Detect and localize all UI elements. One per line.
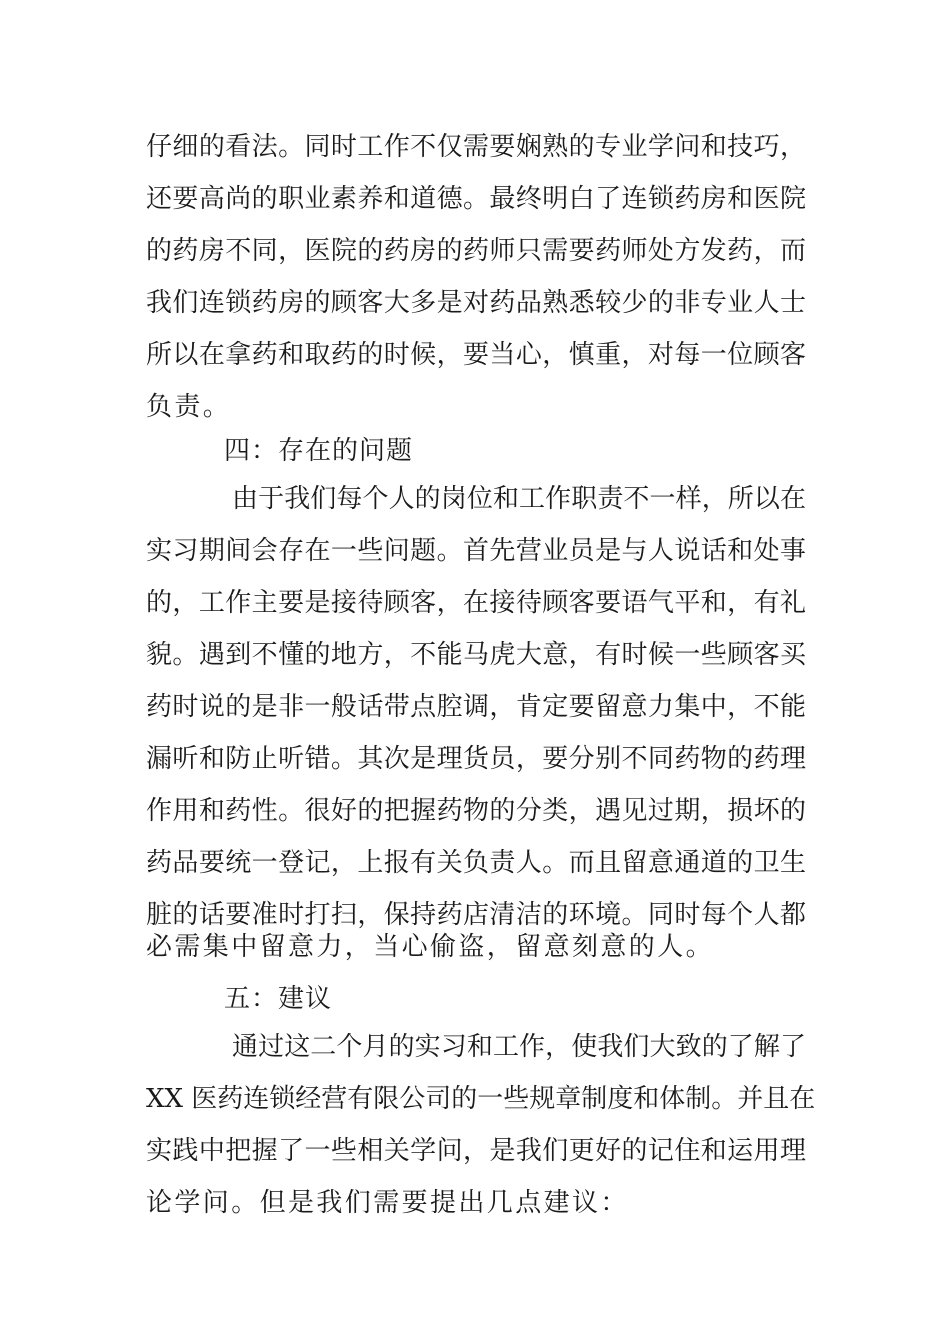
paragraph-line: 通过这二个月的实习和工作，使我们大致的了解了: [232, 1032, 806, 1062]
paragraph-line: 由于我们每个人的岗位和工作职责不一样，所以在: [232, 484, 806, 514]
paragraph-line: 的药房不同，医院的药房的药师只需要药师处方发药，而: [146, 236, 806, 266]
paragraph-line: 的，工作主要是接待顾客，在接待顾客要语气平和，有礼: [146, 588, 806, 618]
paragraph-line: 论学问。但是我们需要提出几点建议：: [146, 1188, 629, 1218]
paragraph-line: 药品要统一登记，上报有关负责人。而且留意通道的卫生: [146, 848, 806, 878]
paragraph-line: 貌。遇到不懂的地方，不能马虎大意，有时候一些顾客买: [146, 640, 806, 670]
section-heading-suggestions: 五：建议: [224, 984, 333, 1014]
paragraph-line: 脏的话要准时打扫，保持药店清洁的环境。同时每个人都: [146, 900, 806, 930]
paragraph-line: 作用和药性。很好的把握药物的分类，遇见过期，损坏的: [146, 796, 806, 826]
paragraph-line: XX 医药连锁经营有限公司的一些规章制度和体制。并且在: [146, 1084, 816, 1114]
paragraph-line: 实践中把握了一些相关学问，是我们更好的记住和运用理: [146, 1136, 806, 1166]
paragraph-line: 漏听和防止听错。其次是理货员，要分别不同药物的药理: [146, 744, 806, 774]
paragraph-line: 药时说的是非一般话带点腔调，肯定要留意力集中，不能: [146, 692, 806, 722]
paragraph-line: 实习期间会存在一些问题。首先营业员是与人说话和处事: [146, 536, 806, 566]
paragraph-line: 还要高尚的职业素养和道德。最终明白了连锁药房和医院: [146, 184, 806, 214]
paragraph-line: 我们连锁药房的顾客大多是对药品熟悉较少的非专业人士: [146, 288, 806, 318]
section-heading-problems: 四：存在的问题: [224, 436, 414, 466]
paragraph-line: 仔细的看法。同时工作不仅需要娴熟的专业学问和技巧，: [146, 132, 806, 162]
paragraph-line: 负责。: [146, 392, 232, 422]
paragraph-line: 所以在拿药和取药的时候，要当心，慎重，对每一位顾客: [146, 340, 806, 370]
paragraph-line: 必需集中留意力，当心偷盗，留意刻意的人。: [146, 932, 715, 962]
